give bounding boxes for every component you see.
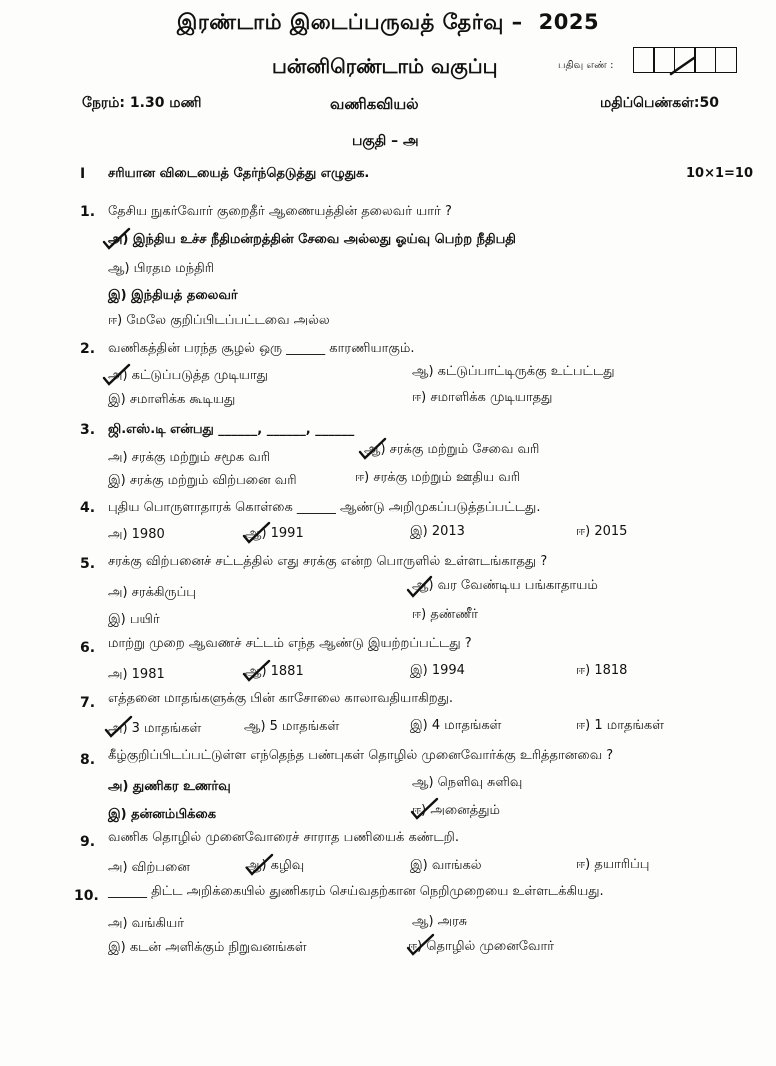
option-a: அ) துணிகர உணர்வு bbox=[108, 779, 231, 794]
option-d: ஈ) சமாளிக்க முடியாதது bbox=[412, 390, 553, 405]
option-c: இ) 1994 bbox=[410, 663, 465, 678]
option-d: ஈ) தொழில் முனைவோர் bbox=[408, 939, 555, 954]
option-b: ஆ) கட்டுப்பாட்டிருக்கு உட்பட்டது bbox=[412, 364, 615, 379]
option-a: அ) சரக்கிருப்பு bbox=[108, 585, 196, 600]
option-d: ஈ) சரக்கு மற்றும் ஊதிய வரி bbox=[355, 470, 521, 485]
option-c: இ) கடன் அளிக்கும் நிறுவனங்கள் bbox=[108, 940, 307, 955]
question-number: 5. bbox=[80, 556, 96, 572]
option-a: அ) வங்கியர் bbox=[108, 916, 185, 931]
option-a: அ) விற்பனை bbox=[108, 860, 190, 875]
option-c: இ) 2013 bbox=[410, 524, 465, 539]
option-b: ஆ) அரசு bbox=[412, 914, 468, 929]
question-number: 6. bbox=[80, 640, 96, 656]
option-d: ஈ) அனைத்தும் bbox=[412, 803, 500, 818]
option-b: ஆ) கழிவு bbox=[245, 858, 305, 873]
option-a: அ) 1981 bbox=[108, 667, 165, 682]
total-marks: மதிப்பெண்கள்:50 bbox=[600, 95, 719, 111]
subject-name: வணிகவியல் bbox=[330, 95, 419, 113]
question-text: தேசிய நுகர்வோர் குறைதீர் ஆணையத்தின் தலைவர் யார் ? bbox=[108, 204, 452, 219]
option-a: அ) 1980 bbox=[108, 527, 165, 542]
option-a: அ) இந்திய உச்ச நீதிமன்றத்தின் சேவை அல்லது ஓய்வு பெற்ற நீதிபதி bbox=[108, 232, 516, 247]
question-number: 4. bbox=[80, 500, 96, 516]
option-b: ஆ) 1881 bbox=[245, 664, 304, 679]
option-a: அ) 3 மாதங்கள் bbox=[108, 721, 202, 736]
question-text: புதிய பொருளாதாரக் கொள்கை ______ ஆண்டு அறிமுகப்படுத்தப்பட்டது. bbox=[108, 500, 541, 515]
question-number: 2. bbox=[80, 341, 96, 357]
question-text: சரக்கு விற்பனைச் சட்டத்தில் எது சரக்கு என்ற பொருளில் உள்ளடங்காதது ? bbox=[108, 554, 548, 569]
question-text: ஜி.எஸ்.டி என்பது ______, ______, ______ bbox=[108, 422, 355, 437]
question-text: மாற்று முறை ஆவணச் சட்டம் எந்த ஆண்டு இயற்றப்பட்டது ? bbox=[108, 636, 472, 651]
exam-duration: நேரம்: 1.30 மணி bbox=[82, 95, 202, 111]
exam-title: இரண்டாம் இடைப்பருவத் தேர்வு – 2025 bbox=[176, 10, 600, 34]
option-b: ஆ) பிரதம மந்திரி bbox=[108, 261, 215, 276]
question-text: வணிக தொழில் முனைவோரைச் சாராத பணியைக் கண்டறி. bbox=[108, 830, 459, 845]
class-name: பன்னிரெண்டாம் வகுப்பு bbox=[272, 54, 498, 78]
option-b: ஆ) வர வேண்டிய பங்காதாயம் bbox=[412, 578, 598, 593]
option-c: இ) பயிர் bbox=[108, 612, 160, 627]
option-b: ஆ) 1991 bbox=[245, 526, 304, 541]
option-b: ஆ) சரக்கு மற்றும் சேவை வரி bbox=[364, 442, 540, 457]
question-number: 10. bbox=[74, 888, 99, 904]
section-number: I bbox=[80, 166, 86, 182]
option-b: ஆ) நெளிவு சுளிவு bbox=[412, 775, 523, 790]
question-text: எத்தனை மாதங்களுக்கு பின் காசோலை காலாவதியாகிறது. bbox=[108, 691, 454, 706]
question-number: 8. bbox=[80, 752, 96, 768]
option-a: அ) கட்டுப்படுத்த முடியாது bbox=[108, 368, 268, 383]
option-c: இ) தன்னம்பிக்கை bbox=[108, 807, 217, 822]
section-instruction: சரியான விடையைத் தேர்ந்தெடுத்து எழுதுக. bbox=[108, 166, 370, 181]
option-c: இ) சமாளிக்க கூடியது bbox=[108, 392, 236, 407]
question-number: 7. bbox=[80, 695, 96, 711]
question-number: 9. bbox=[80, 834, 96, 850]
option-d: ஈ) 1 மாதங்கள் bbox=[576, 718, 664, 733]
section-marks: 10×1=10 bbox=[686, 166, 754, 181]
option-d: ஈ) தயாரிப்பு bbox=[576, 857, 650, 872]
option-d: ஈ) 1818 bbox=[576, 663, 628, 678]
option-c: இ) சரக்கு மற்றும் விற்பனை வரி bbox=[108, 473, 297, 488]
register-number-boxes bbox=[634, 47, 737, 73]
option-d: ஈ) மேலே குறிப்பிடப்பட்டவை அல்ல bbox=[108, 313, 330, 328]
option-c: இ) வாங்கல் bbox=[410, 858, 482, 873]
option-d: ஈ) தண்ணீர் bbox=[412, 607, 479, 622]
option-a: அ) சரக்கு மற்றும் சமூக வரி bbox=[108, 450, 271, 465]
question-text: ______ திட்ட அறிக்கையில் துணிகரம் செய்வதற்கான நெறிமுறையை உள்ளடக்கியது. bbox=[108, 884, 604, 899]
question-number: 3. bbox=[80, 422, 96, 438]
question-text: கீழ்குறிப்பிடப்பட்டுள்ள எந்தெந்த பண்புகள் தொழில் முனைவோர்க்கு உரித்தானவை ? bbox=[108, 748, 614, 763]
option-b: ஆ) 5 மாதங்கள் bbox=[244, 719, 340, 734]
question-number: 1. bbox=[80, 204, 96, 220]
option-d: ஈ) 2015 bbox=[576, 524, 628, 539]
register-number-label: பதிவு எண் : bbox=[558, 60, 614, 71]
option-c: இ) இந்தியத் தலைவர் bbox=[108, 288, 238, 303]
part-heading: பகுதி – அ bbox=[352, 133, 419, 149]
question-text: வணிகத்தின் பரந்த சூழல் ஒரு ______ காரணியாகும். bbox=[108, 341, 415, 356]
option-c: இ) 4 மாதங்கள் bbox=[410, 718, 502, 733]
